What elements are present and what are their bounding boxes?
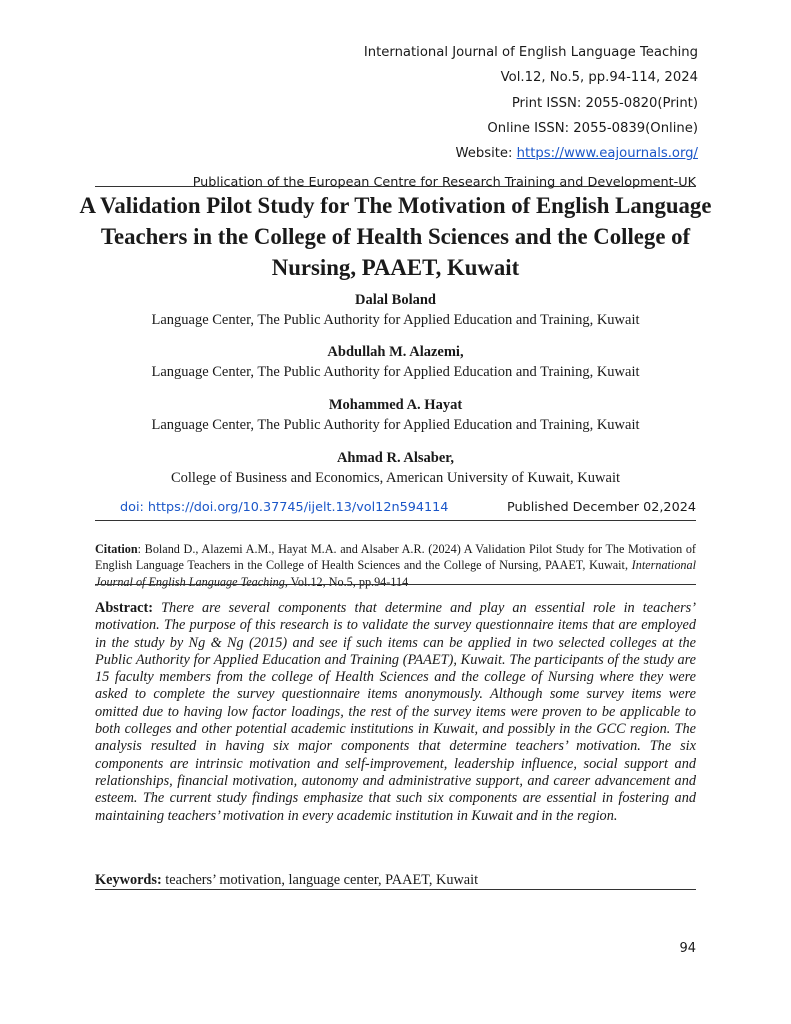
citation-divider bbox=[95, 584, 696, 585]
author-block bbox=[60, 342, 731, 382]
author-affiliation: Language Center, The Public Authority for Applied Education and Training, Kuwait bbox=[151, 312, 640, 328]
journal-name: International Journal of English Language Teaching bbox=[363, 45, 698, 60]
meta-divider bbox=[95, 520, 696, 521]
author-name: Ahmad R. Alsaber, bbox=[336, 450, 455, 466]
online-issn: Online ISSN: 2055-0839(Online) bbox=[487, 120, 698, 136]
journal-volume: Vol.12, No.5, pp.94-114, 2024 bbox=[500, 70, 698, 86]
author-name: Mohammed A. Hayat bbox=[328, 397, 463, 413]
author-block bbox=[60, 395, 731, 435]
doi-link[interactable]: doi: https://doi.org/10.37745/ijelt.13/vol12n594114 bbox=[120, 500, 449, 515]
author-name: Dalal Boland bbox=[355, 292, 436, 308]
paper-title: A Validation Pilot Study for The Motivation of English Language Teachers in the College of Health Sciences and the College of Nursing, PAAET, Kuwait bbox=[79, 193, 712, 280]
publisher-line: Publication of the European Centre for Research Training and Development-UK bbox=[192, 175, 696, 190]
author-affiliation: College of Business and Economics, American University of Kuwait, Kuwait bbox=[170, 470, 620, 486]
keywords bbox=[95, 871, 696, 889]
keywords-divider bbox=[95, 889, 696, 890]
page-number: 94 bbox=[679, 941, 696, 956]
published-date: Published December 02,2024 bbox=[506, 500, 696, 515]
abstract bbox=[95, 600, 696, 825]
citation-label: Citation bbox=[95, 542, 138, 556]
citation-journal: International Journal of English Language Teaching bbox=[95, 558, 696, 589]
author-block bbox=[60, 448, 731, 488]
journal-header bbox=[364, 40, 698, 166]
author-name: Abdullah M. Alazemi, bbox=[327, 344, 464, 360]
abstract-text: There are several components that determine and play an essential role in teachers’ motivation. The purpose of this research is to validate the survey questionnaire items that are employed in the study by Ng & Ng (2015) and see if such items can be applied in two selected colleges at the Public Authority for Applied Education and Training (PAAET), Kuwait. The participants of the study are 15 faculty members from the college of Health Sciences and the college of Nursing where they were asked to complete the survey questionnaire items anonymously. Although some survey items were omitted due to having low factor loadings, the rest of the survey items were proven to be applicable to both colleges and other potential academic institutions in Kuwait, and possibly in the GCC region. The analysis resulted in having six major components that determine teachers’ motivation. The six components are intrinsic motivation and self-improvement, leadership influence, social support and relationships, financial motivation, autonomy and administrative support, and career advancement and esteem. The current study findings emphasize that such six components are essential in fostering and maintaining teachers’ motivation in every academic institution in Kuwait and in the region. bbox=[95, 600, 697, 824]
header-divider bbox=[95, 186, 696, 187]
meta-row bbox=[95, 500, 696, 520]
keywords-label: Keywords: bbox=[95, 872, 162, 888]
print-issn: Print ISSN: 2055-0820(Print) bbox=[511, 95, 698, 111]
author-affiliation: Language Center, The Public Authority for Applied Education and Training, Kuwait bbox=[151, 364, 640, 380]
keywords-text: teachers’ motivation, language center, PAAET, Kuwait bbox=[165, 872, 479, 888]
author-affiliation: Language Center, The Public Authority for Applied Education and Training, Kuwait bbox=[151, 417, 640, 433]
website-label: Website: bbox=[455, 146, 517, 162]
abstract-label: Abstract: bbox=[95, 600, 153, 616]
citation bbox=[95, 541, 696, 590]
website-link[interactable]: https://www.eajournals.org/ bbox=[516, 146, 698, 162]
author-block bbox=[60, 290, 731, 330]
citation-text: : Boland D., Alazemi A.M., Hayat M.A. and Alsaber A.R. (2024) A Validation Pilot Study for The Motivation of English Language Teachers in the College of Health Sciences and the College of Nursing, PAAET, Kuwait, bbox=[95, 542, 696, 573]
citation-tail: , Vol.12, No.5, pp.94-114 bbox=[284, 574, 409, 589]
website-line bbox=[364, 141, 698, 166]
